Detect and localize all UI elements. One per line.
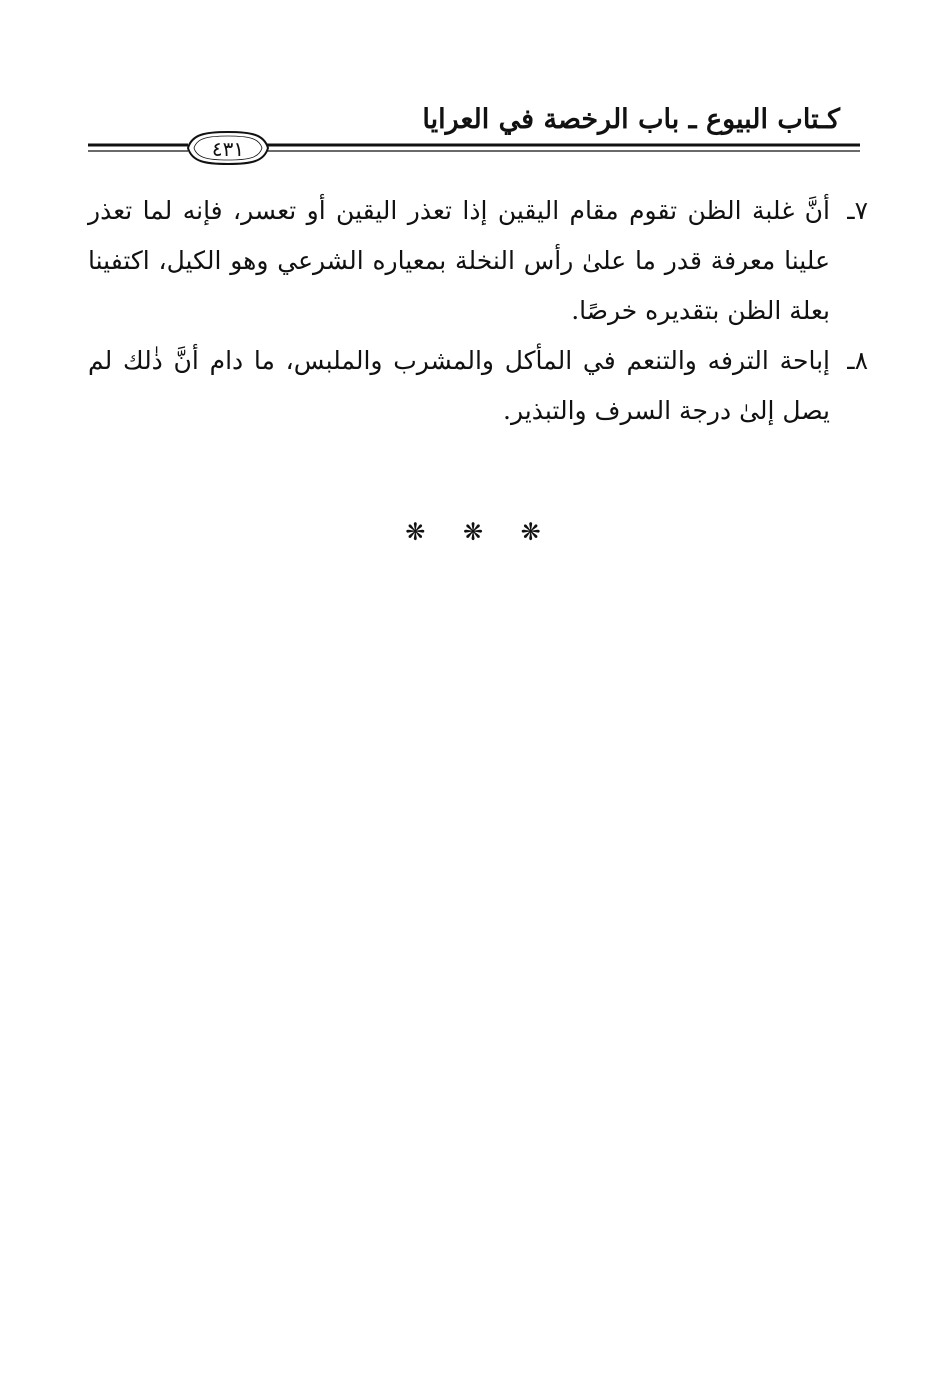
list-item-text: إباحة الترفه والتنعم في المأكل والمشرب والملبس، ما دام أنَّ ذٰلك لم يصل إلىٰ درجة السرف والتبذير. [88, 346, 830, 425]
section-separator [0, 518, 946, 546]
list-item [88, 336, 868, 436]
running-header [88, 100, 860, 160]
separator-star-icon: ❋ [520, 518, 541, 546]
list-item-number: ٨ـ [847, 346, 868, 375]
list-item-text: أنَّ غلبة الظن تقوم مقام اليقين إذا تعذر اليقين أو تعسر، فإنه لما تعذر علينا معرفة قدر ما علىٰ رأس النخلة بمعياره الشرعي وهو الكيل، اكتفينا بعلة الظن بتقديره خرصًا. [88, 196, 830, 325]
list-item-number: ٧ـ [847, 196, 868, 225]
page-number: ٤٣١ [211, 137, 245, 161]
separator-star-icon: ❋ [462, 518, 484, 546]
separator-star-icon: ❋ [405, 518, 426, 546]
running-title: كـتاب البيوع ـ باب الرخصة في العرايا [422, 104, 840, 135]
list-item [88, 186, 868, 336]
body-text [88, 186, 868, 436]
